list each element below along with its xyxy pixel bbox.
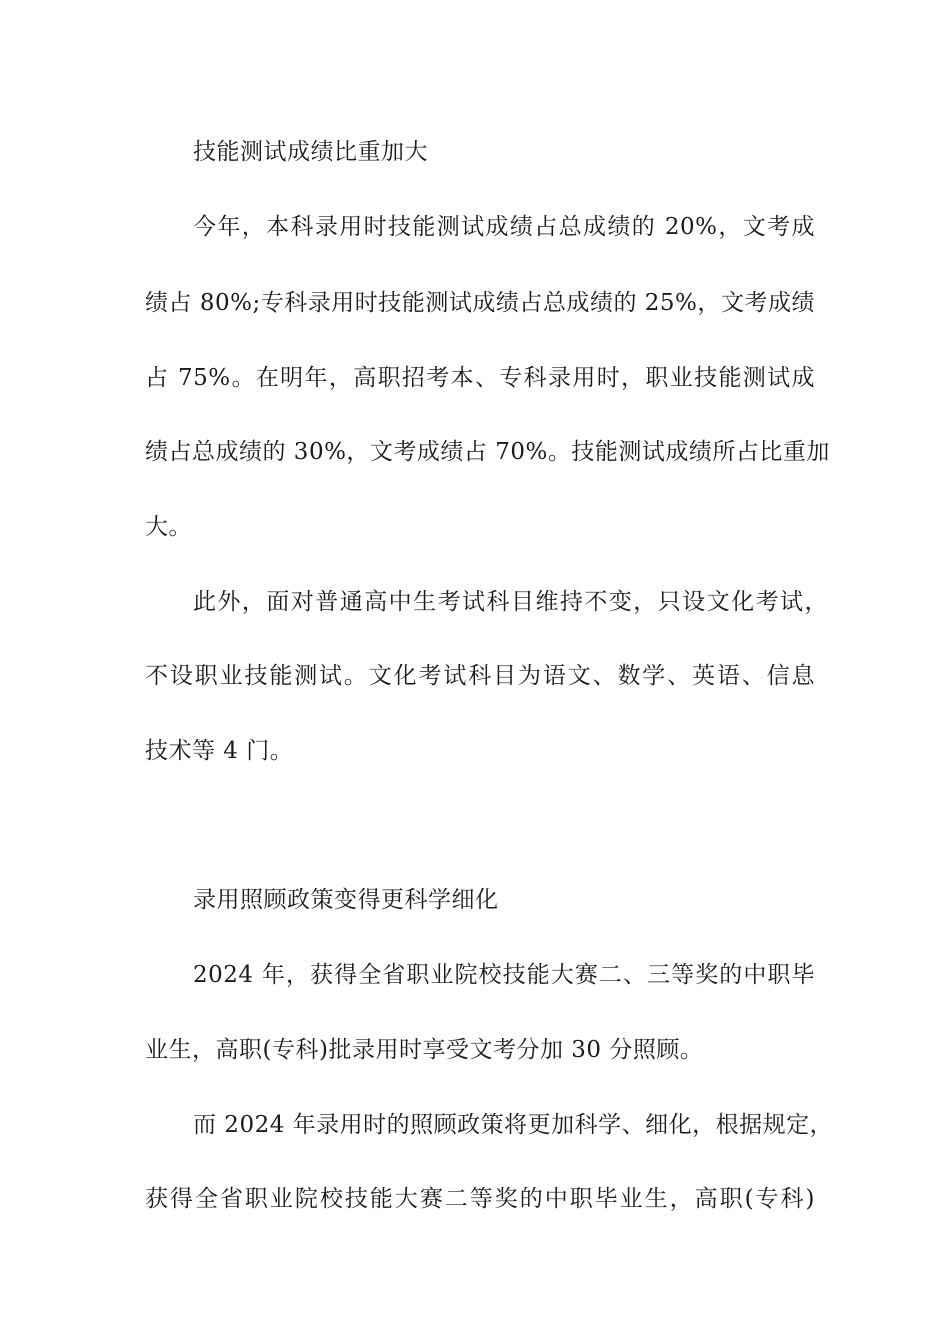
paragraph-line: 获得全省职业院校技能大赛二等奖的中职毕业生，高职(专科) bbox=[145, 1186, 815, 1212]
paragraph-line: 绩占 80%;专科录用时技能测试成绩占总成绩的 25%，文考成绩 bbox=[145, 290, 815, 316]
paragraph-line: 技术等 4 门。 bbox=[145, 738, 294, 764]
section-heading: 技能测试成绩比重加大 bbox=[193, 139, 428, 165]
paragraph-line: 不设职业技能测试。文化考试科目为语文、数学、英语、信息 bbox=[145, 663, 815, 689]
paragraph-line: 而 2024 年录用时的照顾政策将更加科学、细化，根据规定， bbox=[193, 1112, 834, 1138]
paragraph-line: 绩占总成绩的 30%，文考成绩占 70%。技能测试成绩所占比重加 bbox=[145, 439, 830, 465]
paragraph-line: 大。 bbox=[145, 514, 192, 540]
paragraph-line: 此外，面对普通高中生考试科目维持不变，只设文化考试， bbox=[193, 589, 828, 615]
paragraph-line: 今年，本科录用时技能测试成绩占总成绩的 20%，文考成 bbox=[193, 214, 815, 240]
paragraph-line: 业生，高职(专科)批录用时享受文考分加 30 分照顾。 bbox=[145, 1037, 704, 1063]
paragraph-line: 2024 年，获得全省职业院校技能大赛二、三等奖的中职毕 bbox=[193, 962, 815, 988]
section-heading: 录用照顾政策变得更科学细化 bbox=[193, 887, 499, 913]
paragraph-line: 占 75%。在明年，高职招考本、专科录用时，职业技能测试成 bbox=[145, 365, 815, 391]
